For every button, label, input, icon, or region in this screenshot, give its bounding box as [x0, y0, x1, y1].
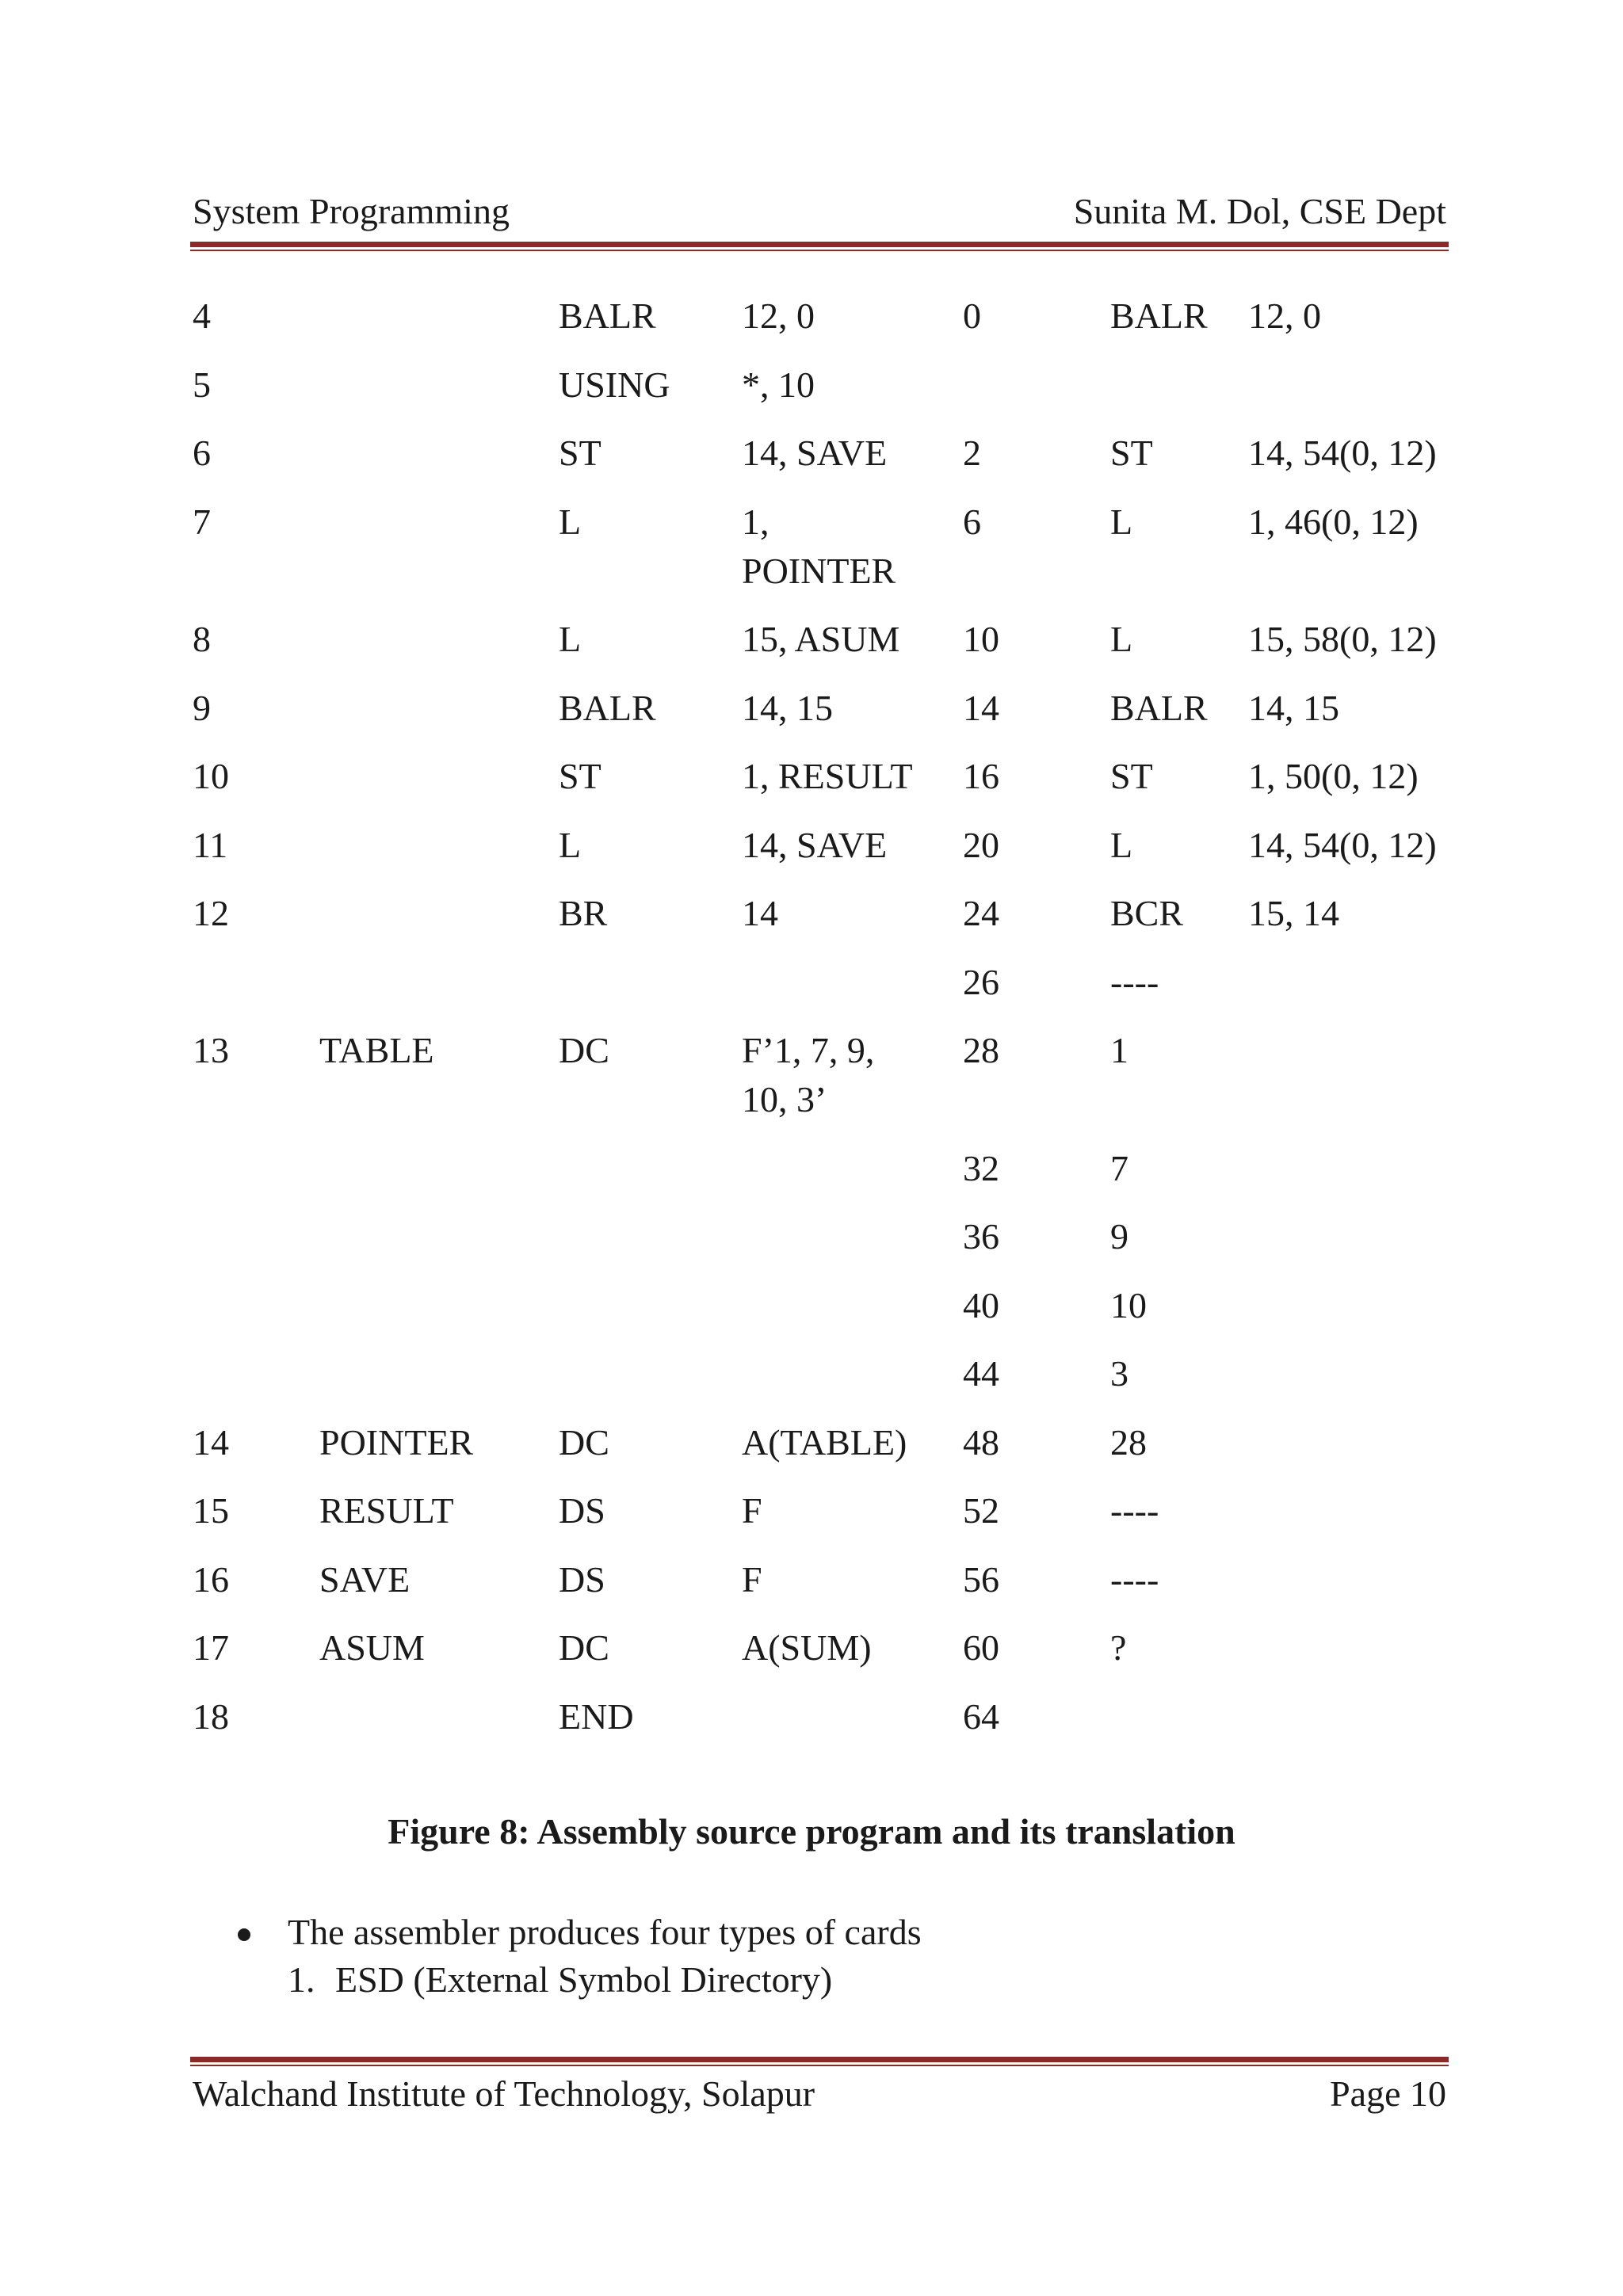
source-opcode: DS — [559, 1490, 605, 1531]
source-operand — [742, 1555, 932, 1604]
source-operand-line: 15, ASUM — [742, 619, 900, 659]
machine-opcode: BALR — [1110, 687, 1208, 728]
relative-location: 36 — [963, 1216, 999, 1257]
source-operand — [742, 889, 932, 938]
header-course-title: System Programming — [193, 191, 510, 231]
relative-location: 6 — [963, 501, 981, 542]
source-opcode: L — [559, 824, 582, 865]
source-operand — [742, 360, 932, 410]
statement-number: 9 — [193, 687, 211, 728]
machine-operand: 1, 46(0, 12) — [1248, 501, 1419, 542]
relative-location: 20 — [963, 824, 999, 865]
statement-number: 6 — [193, 433, 211, 473]
table-row — [193, 1026, 1461, 1144]
source-operand — [742, 1418, 932, 1467]
machine-opcode: L — [1110, 501, 1133, 542]
source-operand-line: A(SUM) — [742, 1627, 872, 1668]
source-opcode: L — [559, 619, 582, 659]
statement-number: 13 — [193, 1030, 229, 1070]
statement-number: 17 — [193, 1627, 229, 1668]
source-operand-line: 14, SAVE — [742, 824, 888, 865]
source-operand — [742, 752, 932, 801]
source-operand-line: POINTER — [742, 550, 896, 591]
machine-operand: 14, 54(0, 12) — [1248, 433, 1437, 473]
machine-opcode: ---- — [1110, 1490, 1159, 1531]
source-label: TABLE — [319, 1030, 434, 1070]
machine-opcode: L — [1110, 619, 1133, 659]
source-opcode: L — [559, 501, 582, 542]
source-opcode: BR — [559, 893, 608, 933]
source-operand-line: 1, RESULT — [742, 756, 913, 796]
statement-number: 5 — [193, 364, 211, 405]
table-row — [193, 429, 1461, 498]
statement-number: 11 — [193, 824, 228, 865]
relative-location: 2 — [963, 433, 981, 473]
source-opcode: END — [559, 1695, 634, 1737]
source-label: SAVE — [319, 1558, 411, 1600]
source-opcode: ST — [559, 433, 601, 473]
machine-opcode: ---- — [1110, 961, 1159, 1002]
machine-opcode: 28 — [1110, 1421, 1147, 1463]
source-opcode: DC — [559, 1627, 609, 1668]
source-operand — [742, 1026, 932, 1124]
footer-institute: Walchand Institute of Technology, Solapur — [193, 2073, 815, 2114]
statement-number: 7 — [193, 501, 211, 542]
source-operand — [742, 821, 932, 870]
source-operand-line: F — [742, 1558, 762, 1600]
source-operand — [742, 1623, 932, 1672]
machine-opcode: 7 — [1110, 1147, 1128, 1188]
machine-opcode: BALR — [1110, 296, 1208, 336]
footer-rule — [190, 2057, 1449, 2066]
relative-location: 24 — [963, 893, 999, 933]
source-operand-line: 14, 15 — [742, 687, 833, 728]
source-opcode: ST — [559, 756, 601, 796]
source-operand — [742, 615, 932, 664]
machine-opcode: 9 — [1110, 1216, 1128, 1257]
table-row — [193, 1623, 1461, 1692]
relative-location: 16 — [963, 756, 999, 796]
relative-location: 52 — [963, 1490, 999, 1531]
table-row — [193, 958, 1461, 1027]
relative-location: 14 — [963, 687, 999, 728]
table-row — [193, 1212, 1461, 1281]
statement-number: 14 — [193, 1421, 229, 1463]
source-operand — [742, 498, 932, 596]
source-label: POINTER — [319, 1421, 474, 1463]
table-row — [193, 1555, 1461, 1624]
numbered-item-number: 1. — [288, 1959, 315, 2000]
machine-operand: 12, 0 — [1248, 296, 1321, 336]
source-operand-line: F’1, 7, 9, — [742, 1030, 875, 1070]
footer-page-number: Page 10 — [1330, 2073, 1446, 2114]
table-row — [193, 498, 1461, 616]
table-row — [193, 1692, 1461, 1761]
relative-location: 48 — [963, 1421, 999, 1463]
table-row — [193, 615, 1461, 684]
source-operand — [742, 1486, 932, 1535]
table-row — [193, 292, 1461, 360]
source-label: ASUM — [319, 1627, 425, 1668]
statement-number: 15 — [193, 1490, 229, 1531]
source-operand-line: 14, SAVE — [742, 433, 888, 473]
bullet-text: The assembler produces four types of cards — [288, 1912, 922, 1952]
machine-opcode: 3 — [1110, 1353, 1128, 1394]
machine-opcode: ? — [1110, 1627, 1127, 1668]
relative-location: 56 — [963, 1558, 999, 1600]
table-row — [193, 821, 1461, 890]
page-header — [193, 190, 1446, 238]
table-row — [193, 1418, 1461, 1487]
source-operand-line: 12, 0 — [742, 296, 815, 336]
machine-operand: 14, 15 — [1248, 687, 1339, 728]
machine-opcode: BCR — [1110, 893, 1184, 933]
numbered-item-text: ESD (External Symbol Directory) — [335, 1959, 833, 2000]
table-row — [193, 752, 1461, 821]
machine-operand: 15, 14 — [1248, 893, 1339, 933]
statement-number: 18 — [193, 1695, 229, 1737]
statement-number: 12 — [193, 893, 229, 933]
machine-opcode: ST — [1110, 433, 1153, 473]
source-operand — [742, 684, 932, 733]
relative-location: 10 — [963, 619, 999, 659]
source-opcode: BALR — [559, 296, 656, 336]
table-row — [193, 360, 1461, 429]
table-row — [193, 1144, 1461, 1213]
table-row — [193, 889, 1461, 958]
relative-location: 64 — [963, 1695, 999, 1737]
bullet-dot-icon — [238, 1928, 250, 1941]
statement-number: 16 — [193, 1558, 229, 1600]
machine-opcode: L — [1110, 824, 1133, 865]
relative-location: 60 — [963, 1627, 999, 1668]
source-opcode: BALR — [559, 687, 656, 728]
source-operand-line: F — [742, 1490, 762, 1531]
source-opcode: DC — [559, 1030, 609, 1070]
machine-opcode: ST — [1110, 756, 1153, 796]
source-operand-line: 10, 3’ — [742, 1079, 827, 1119]
machine-operand: 1, 50(0, 12) — [1248, 756, 1419, 796]
relative-location: 44 — [963, 1353, 999, 1394]
source-opcode: USING — [559, 364, 670, 405]
source-label: RESULT — [319, 1490, 454, 1531]
source-operand-line: *, 10 — [742, 364, 815, 405]
source-operand — [742, 292, 932, 341]
source-operand-line: 14 — [742, 893, 778, 933]
relative-location: 26 — [963, 961, 999, 1002]
machine-opcode: 10 — [1110, 1284, 1147, 1325]
table-row — [193, 1349, 1461, 1418]
source-operand-line: 1, — [742, 501, 769, 542]
machine-opcode: ---- — [1110, 1558, 1159, 1600]
figure-caption: Figure 8: Assembly source program and its translation — [388, 1811, 1235, 1852]
source-operand-line: A(TABLE) — [742, 1421, 907, 1463]
table-row — [193, 1281, 1461, 1350]
relative-location: 40 — [963, 1284, 999, 1325]
source-opcode: DC — [559, 1421, 609, 1463]
statement-number: 10 — [193, 756, 229, 796]
table-row — [193, 1486, 1461, 1555]
source-opcode: DS — [559, 1558, 605, 1600]
relative-location: 28 — [963, 1030, 999, 1070]
machine-operand: 14, 54(0, 12) — [1248, 824, 1437, 865]
machine-opcode: 1 — [1110, 1030, 1128, 1070]
relative-location: 0 — [963, 296, 981, 336]
header-rule — [190, 242, 1449, 251]
machine-operand: 15, 58(0, 12) — [1248, 619, 1437, 659]
page-footer — [193, 2073, 1446, 2120]
relative-location: 32 — [963, 1147, 999, 1188]
header-author: Sunita M. Dol, CSE Dept — [1073, 191, 1446, 231]
assembly-translation-table — [193, 292, 1461, 1760]
source-operand — [742, 429, 932, 478]
statement-number: 4 — [193, 296, 211, 336]
statement-number: 8 — [193, 619, 211, 659]
table-row — [193, 684, 1461, 753]
